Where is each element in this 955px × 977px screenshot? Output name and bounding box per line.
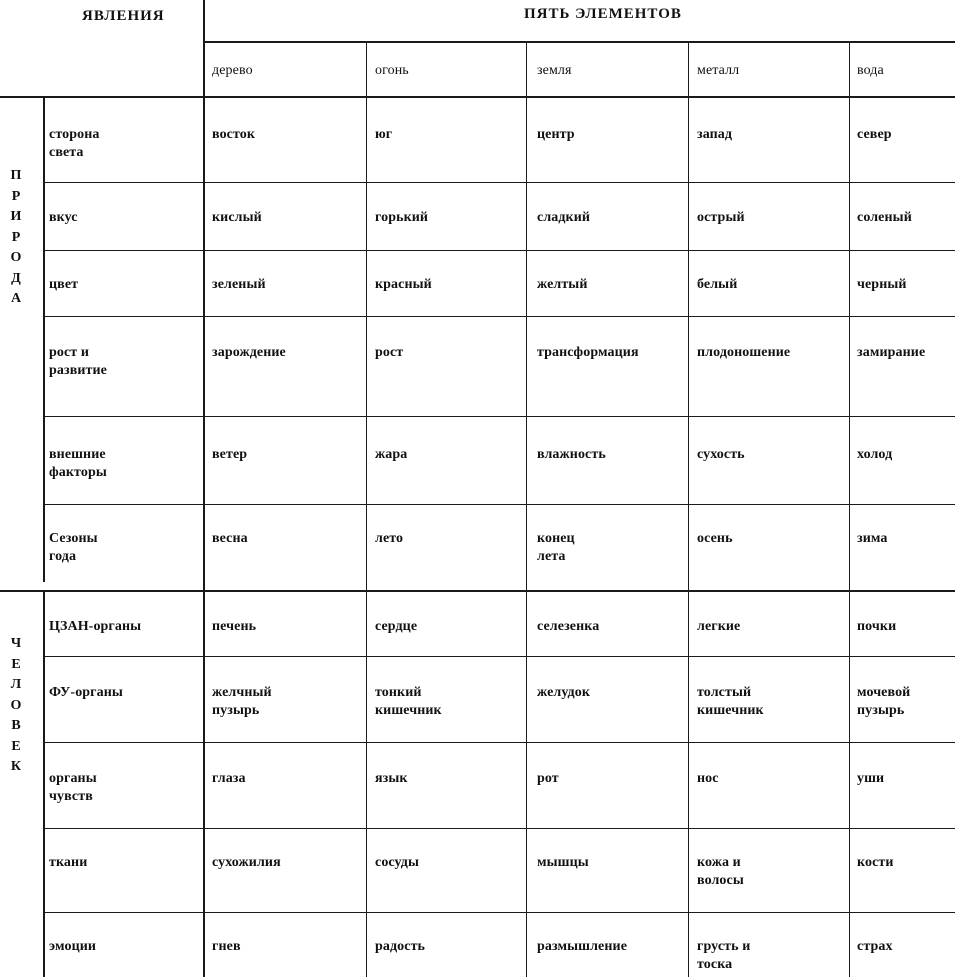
table-cell: сладкий bbox=[537, 210, 591, 225]
phenomenon-label: эмоции bbox=[49, 939, 97, 954]
table-cell: гнев bbox=[212, 939, 241, 954]
phenomenon-label: Сезоны года bbox=[49, 531, 98, 564]
table-cell: красный bbox=[375, 277, 432, 292]
table-cell: горький bbox=[375, 210, 429, 225]
table-cell: рост bbox=[375, 345, 404, 360]
table-cell: зарождение bbox=[212, 345, 286, 360]
phenomenon-label: ЦЗАН-органы bbox=[49, 619, 142, 634]
table-cell: плодоношение bbox=[697, 345, 791, 360]
table-cell: грусть и тоска bbox=[697, 939, 751, 972]
table-cell: мышцы bbox=[537, 855, 589, 870]
group-separator-rule bbox=[0, 590, 955, 592]
row-rule bbox=[44, 182, 955, 183]
column-rule bbox=[688, 41, 689, 977]
table-cell: нос bbox=[697, 771, 719, 786]
header-vertical-rule bbox=[203, 0, 205, 977]
table-cell: север bbox=[857, 127, 892, 142]
column-rule bbox=[849, 41, 850, 977]
table-cell: конец лета bbox=[537, 531, 575, 564]
table-cell: восток bbox=[212, 127, 256, 142]
table-cell: страх bbox=[857, 939, 893, 954]
element-heading: металл bbox=[697, 63, 740, 78]
column-rule bbox=[526, 41, 527, 977]
elements-header-rule bbox=[204, 41, 955, 43]
element-heading: земля bbox=[537, 63, 572, 78]
table-cell: легкие bbox=[697, 619, 741, 634]
five-elements-header: ПЯТЬ ЭЛЕМЕНТОВ bbox=[524, 6, 682, 22]
phenomenon-label: внешние факторы bbox=[49, 447, 107, 480]
table-cell: зима bbox=[857, 531, 888, 546]
table-cell: холод bbox=[857, 447, 893, 462]
phenomenon-label: цвет bbox=[49, 277, 79, 292]
table-cell: сосуды bbox=[375, 855, 419, 870]
phenomenon-label: вкус bbox=[49, 210, 78, 225]
row-rule bbox=[44, 742, 955, 743]
table-cell: желудок bbox=[537, 685, 591, 700]
row-rule bbox=[44, 912, 955, 913]
header-row-rule bbox=[204, 96, 955, 98]
table-cell: сердце bbox=[375, 619, 418, 634]
table-cell: замирание bbox=[857, 345, 926, 360]
table-cell: белый bbox=[697, 277, 738, 292]
table-cell: рот bbox=[537, 771, 559, 786]
row-rule bbox=[44, 316, 955, 317]
table-cell: селезенка bbox=[537, 619, 600, 634]
table-cell: кожа и волосы bbox=[697, 855, 744, 888]
table-cell: уши bbox=[857, 771, 885, 786]
table-cell: запад bbox=[697, 127, 733, 142]
table-cell: кислый bbox=[212, 210, 262, 225]
table-cell: черный bbox=[857, 277, 907, 292]
table-cell: весна bbox=[212, 531, 248, 546]
table-cell: лето bbox=[375, 531, 404, 546]
table-cell: ветер bbox=[212, 447, 248, 462]
table-cell: мочевой пузырь bbox=[857, 685, 911, 718]
table-cell: желтый bbox=[537, 277, 588, 292]
group-column-rule bbox=[43, 96, 45, 582]
phenomena-header: ЯВЛЕНИЯ bbox=[82, 8, 165, 24]
phenomenon-label: ткани bbox=[49, 855, 88, 870]
group-column-rule-human bbox=[43, 590, 45, 977]
phenomenon-label: ФУ-органы bbox=[49, 685, 123, 700]
table-cell: сухожилия bbox=[212, 855, 281, 870]
table-cell: центр bbox=[537, 127, 575, 142]
table-cell: радость bbox=[375, 939, 426, 954]
group-label: Ч Е Л О В Е К bbox=[10, 636, 22, 774]
row-rule bbox=[44, 656, 955, 657]
phenomenon-label: сторона света bbox=[49, 127, 100, 160]
element-heading: огонь bbox=[375, 63, 409, 78]
table-cell: осень bbox=[697, 531, 733, 546]
table-cell: язык bbox=[375, 771, 408, 786]
table-cell: размышление bbox=[537, 939, 628, 954]
group-label: П Р И Р О Д А bbox=[10, 168, 22, 306]
row-rule bbox=[44, 828, 955, 829]
table-cell: влажность bbox=[537, 447, 606, 462]
table-cell: толстый кишечник bbox=[697, 685, 764, 718]
phenomenon-label: органы чувств bbox=[49, 771, 97, 804]
element-heading: вода bbox=[857, 63, 884, 78]
row-rule bbox=[44, 504, 955, 505]
table-cell: трансформация bbox=[537, 345, 639, 360]
phenomenon-label: рост и развитие bbox=[49, 345, 107, 378]
table-cell: острый bbox=[697, 210, 745, 225]
table-cell: сухость bbox=[697, 447, 745, 462]
table-cell: кости bbox=[857, 855, 894, 870]
element-heading: дерево bbox=[212, 63, 253, 78]
row-rule bbox=[44, 416, 955, 417]
column-rule bbox=[366, 41, 367, 977]
table-cell: желчный пузырь bbox=[212, 685, 272, 718]
row-rule bbox=[44, 250, 955, 251]
table-cell: юг bbox=[375, 127, 393, 142]
table-cell: жара bbox=[375, 447, 408, 462]
table-cell: почки bbox=[857, 619, 897, 634]
table-cell: соленый bbox=[857, 210, 912, 225]
table-cell: глаза bbox=[212, 771, 246, 786]
table-cell: тонкий кишечник bbox=[375, 685, 442, 718]
table-cell: зеленый bbox=[212, 277, 266, 292]
table-cell: печень bbox=[212, 619, 257, 634]
